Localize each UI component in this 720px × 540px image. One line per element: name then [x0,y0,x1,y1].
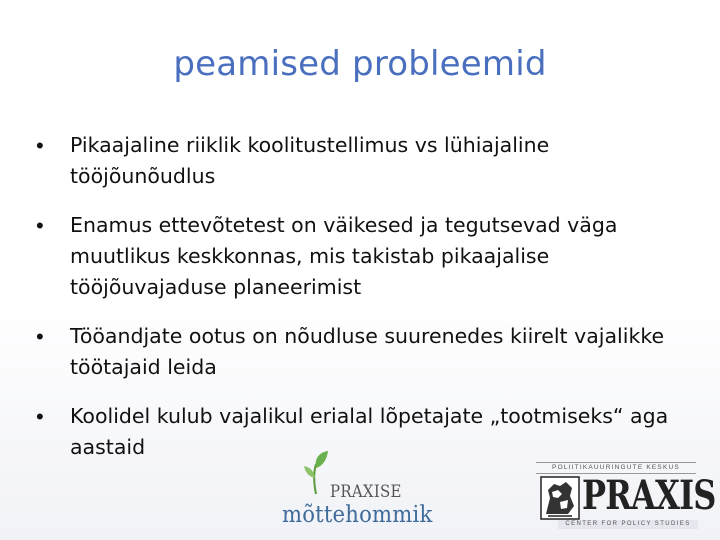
bullet-marker: • [36,404,44,429]
slide-title: peamised probleemid [173,44,547,84]
bullet-item [36,130,696,192]
bullet-marker: • [36,213,44,238]
logo-mottehommik-text: mõttehommik [282,502,433,528]
bullet-text: Pikaajaline riiklik koolitustellimus vs lühiajaline tööjõunõudlus [70,133,550,188]
bullet-text: Tööandjate ootus on nõudluse suurenedes kiirelt vajalikke töötajaid leida [70,324,665,379]
bullet-marker: • [36,324,44,349]
bullet-list [36,130,696,481]
praxise-mottehommik-logo [282,450,442,530]
bullet-item [36,321,696,383]
bullet-item [36,210,696,303]
bullet-text: Enamus ettevõtetest on väikesed ja tegutsevad väga muutlikus keskkonnas, mis takistab pikaajalise tööjõuvajaduse planeerimist [70,213,618,299]
lion-seal-icon [540,476,580,520]
logo-top-caption: POLIITIKAUURINGUTE KESKUS [536,462,696,474]
logo-praxis-wordmark: PRAXIS [582,472,716,519]
bullet-marker: • [36,133,44,158]
sprout-leaf-icon [300,450,330,495]
logo-bottom-caption: CENTER FOR POLICY STUDIES [558,520,698,529]
praxis-logo [536,462,716,532]
bullet-text: Koolidel kulub vajalikul erialal lõpetajate „tootmiseks“ aga aastaid [70,404,669,459]
logo-praxise-text: PRAXISE [330,482,402,502]
